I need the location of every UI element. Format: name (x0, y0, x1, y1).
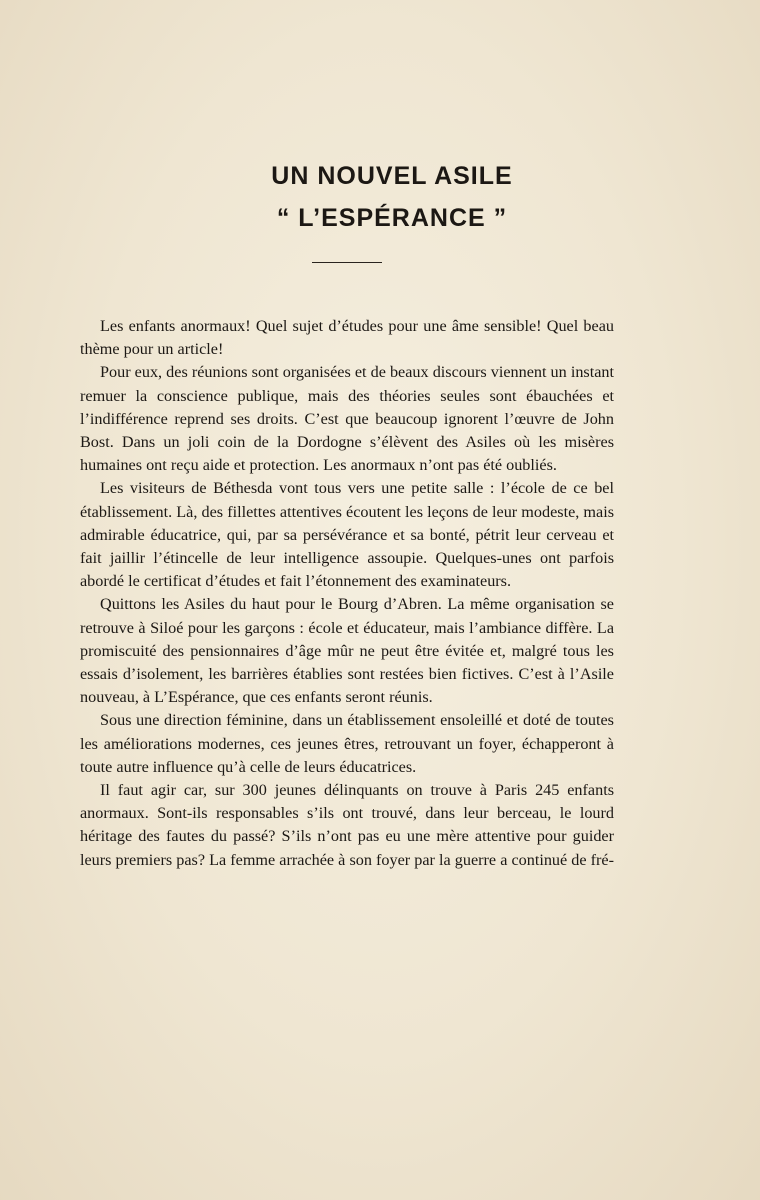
page-title: UN NOUVEL ASILE (271, 162, 513, 190)
title-block (0, 158, 760, 236)
paragraph: Il faut agir car, sur 300 jeunes délinquants on trouve à Paris 245 enfants anormaux. Sont-ils responsables s’ils ont trouvé, dans leur berceau, le lourd héritage des fautes du passé? S’ils n’ont pas eu une mère attentive pour guider leurs premiers pas? La femme arrachée à son foyer par la guerre a continué de fré- (80, 781, 614, 869)
article-body (80, 315, 614, 872)
paragraph: Sous une direction féminine, dans un établissement ensoleillé et doté de toutes les améliorations modernes, ces jeunes êtres, retrouvant un foyer, échapperont à toute autre influence qu’à celle de leurs éducatrices. (80, 711, 614, 776)
paragraph: Pour eux, des réunions sont organisées et de beaux discours viennent un instant remuer la conscience publique, mais des théories seules sont ébauchées et l’indifférence reprend ses droits. C’est que beaucoup ignorent l’œuvre de John Bost. Dans un joli coin de la Dordogne s’élèvent des Asiles où les misères humaines ont reçu aide et protection. Les anormaux n’ont pas été oubliés. (80, 363, 614, 475)
paragraph: Quittons les Asiles du haut pour le Bourg d’Abren. La même organisation se retrouve à Siloé pour les garçons : école et éducateur, mais l’ambiance diffère. La promiscuité des pensionnaires d’âge mûr ne peut être évitée et, malgré tous les essais d’isolement, les barrières établies sont restées bien fictives. C’est à l’Asile nouveau, à L’Espérance, que ces enfants seront réunis. (80, 595, 614, 707)
page-subtitle: “ L’ESPÉRANCE ” (276, 204, 508, 232)
paragraph: Les visiteurs de Béthesda vont tous vers une petite salle : l’école de ce bel établissement. Là, des fillettes attentives écoutent les leçons de leur modeste, mais admirable éducatrice, qui, par sa persévérance et sa bonté, pétrit leur cerveau et fait jaillir l’étincelle de leur intelligence assoupie. Quelques-unes ont parfois abordé le certificat d’études et fait l’étonnement des examinateurs. (80, 479, 614, 591)
paragraph: Les enfants anormaux! Quel sujet d’études pour une âme sensible! Quel beau thème pour un article! (80, 317, 614, 359)
title-divider (312, 262, 382, 263)
